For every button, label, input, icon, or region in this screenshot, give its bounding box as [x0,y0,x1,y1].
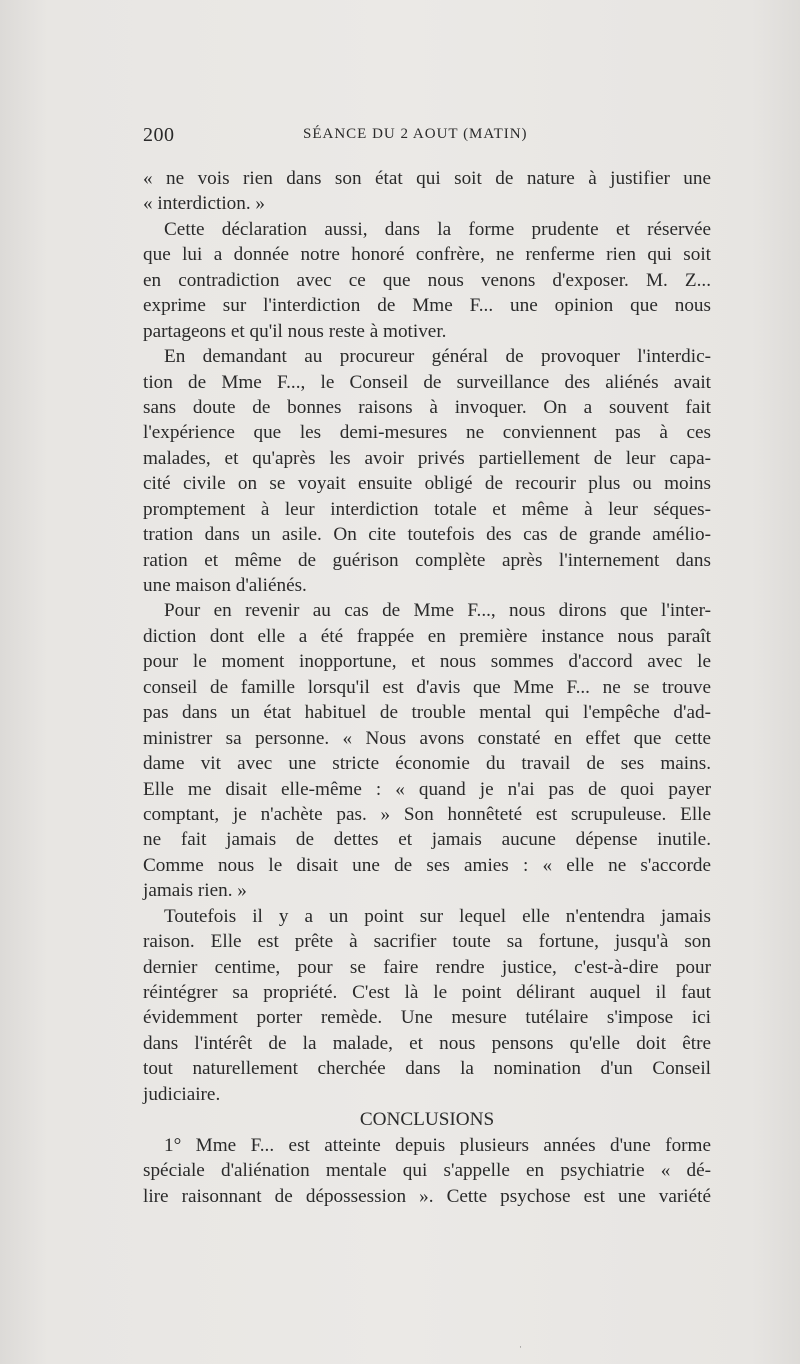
text-line: malades, et qu'après les avoir privés partiellement de leur capa- [143,447,711,469]
running-title: SÉANCE DU 2 AOUT (MATIN) [303,126,528,142]
text-line: ne fait jamais de dettes et jamais aucune dépense inutile. [143,829,711,851]
text-line: « ne vois rien dans son état qui soit de nature à justifier une [143,168,711,189]
text-line: En demandant au procureur général de provoquer l'interdic- [164,346,711,368]
text-line: dernier centime, pour se faire rendre justice, c'est-à-dire pour [143,956,711,978]
text-line: dans l'intérêt de la malade, et nous pensons qu'elle doit être [143,1032,711,1054]
text-line: réintégrer sa propriété. C'est là le point délirant auquel il faut [143,982,711,1003]
text-line: sans doute de bonnes raisons à invoquer. On a souvent fait [143,396,711,418]
page-number: 200 [143,124,175,146]
text-line: comptant, je n'achète pas. » Son honnêteté est scrupuleuse. Elle [143,803,711,825]
text-line: exprime sur l'interdiction de Mme F... une opinion que nous [143,295,711,317]
page-header [143,124,711,154]
text-line: diction dont elle a été frappée en première instance nous paraît [143,625,711,647]
text-line: pas dans un état habituel de trouble mental qui l'empêche d'ad- [143,702,711,724]
text-line: en contradiction avec ce que nous venons d'exposer. M. Z... [143,269,711,291]
text-line: Pour en revenir au cas de Mme F..., nous dirons que l'inter- [164,600,711,622]
text-line: l'expérience que les demi-mesures ne conviennent pas à ces [143,422,711,444]
text-line: partageons et qu'il nous reste à motiver. [143,320,447,342]
body-text [143,166,711,1209]
text-line: jamais rien. » [143,880,247,902]
text-line: évidemment porter remède. Une mesure tutélaire s'impose ici [143,1007,711,1029]
text-line: Comme nous le disait une de ses amies : « elle ne s'accorde [143,854,711,876]
text-line: raison. Elle est prête à sacrifier toute sa fortune, jusqu'à son [143,931,711,953]
text-line: « interdiction. » [143,193,266,215]
text-line: Elle me disait elle-même : « quand je n'ai pas de quoi payer [143,778,711,800]
footer-mark: · [519,1342,522,1352]
text-line: ministrer sa personne. « Nous avons constaté en effet que cette [143,727,711,749]
text-line: pour le moment inopportune, et nous sommes d'accord avec le [143,651,711,673]
text-line: Toutefois il y a un point sur lequel elle n'entendra jamais [164,905,711,927]
text-line: tration dans un asile. On cite toutefois des cas de grande amélio- [143,524,711,546]
text-line: une maison d'aliénés. [143,575,307,596]
text-line: que lui a donnée notre honoré confrère, ne renferme rien qui soit [143,244,711,266]
text-line: tion de Mme F..., le Conseil de surveillance des aliénés avait [143,371,711,393]
text-line: promptement à leur interdiction totale et même à leur séques- [143,498,711,520]
text-line: ration et même de guérison complète après l'internement dans [143,549,711,571]
text-line: judiciaire. [143,1083,221,1105]
text-line: lire raisonnant de dépossession ». Cette psychose est une variété [143,1185,711,1207]
section-heading: CONCLUSIONS [359,1109,495,1131]
text-line: 1° Mme F... est atteinte depuis plusieurs années d'une forme [164,1134,711,1156]
text-line: Cette déclaration aussi, dans la forme prudente et réservée [164,218,711,240]
text-line: spéciale d'aliénation mentale qui s'appelle en psychiatrie « dé- [143,1160,711,1182]
text-line: tout naturellement cherchée dans la nomination d'un Conseil [143,1058,711,1080]
text-line: conseil de famille lorsqu'il est d'avis que Mme F... ne se trouve [143,676,711,698]
text-line: dame vit avec une stricte économie du travail de ses mains. [143,753,711,775]
text-line: cité civile on se voyait ensuite obligé de recourir plus ou moins [143,473,711,495]
